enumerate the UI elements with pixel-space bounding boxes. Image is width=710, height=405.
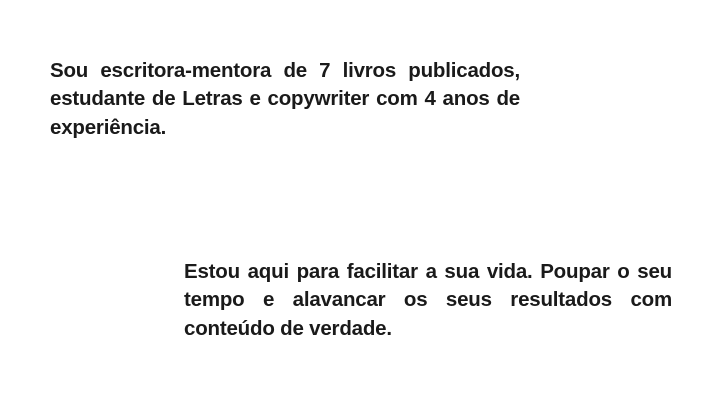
intro-paragraph-block [50, 57, 520, 142]
intro-paragraph-text: Sou escritora-mentora de 7 livros publicados, estudante de Letras e copywriter com 4 anos de experiência. [50, 59, 520, 139]
value-paragraph-text: Estou aqui para facilitar a sua vida. Poupar o seu tempo e alavancar os seus resultados com conteúdo de verdade. [184, 260, 672, 340]
value-paragraph-block [184, 258, 672, 343]
